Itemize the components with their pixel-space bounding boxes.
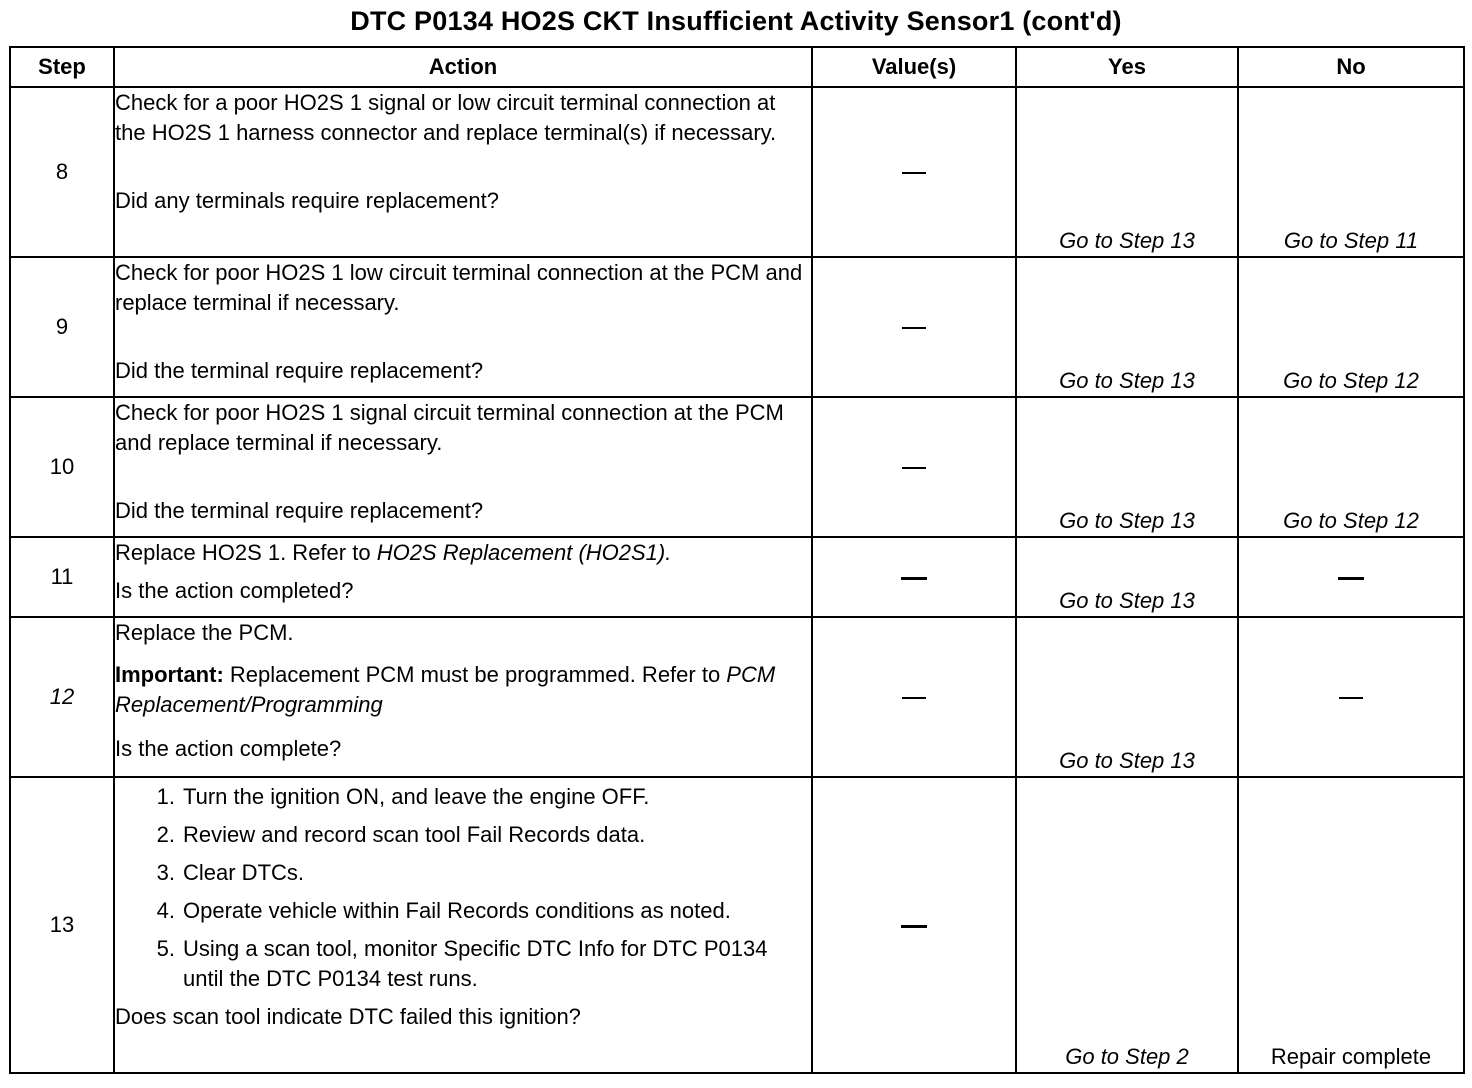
important-text: Replacement PCM must be programmed. Refer to — [223, 662, 727, 687]
action-question: Did the terminal require replacement? — [115, 358, 484, 383]
list-item — [145, 896, 811, 926]
step-number: 8 — [10, 87, 114, 257]
action-text: Check for poor HO2S 1 signal circuit terminal connection at the PCM and replace terminal if necessary. — [115, 400, 784, 455]
list-item — [145, 934, 811, 994]
list-number: 4. — [156, 898, 175, 923]
action-question: Did the terminal require replacement? — [115, 498, 484, 523]
list-text: Clear DTCs. — [183, 860, 305, 885]
action-prefix: Replace HO2S 1. Refer to — [115, 540, 377, 565]
table-row — [10, 87, 1464, 257]
dash-mark — [901, 925, 927, 928]
list-number: 2. — [156, 822, 175, 847]
header-no: No — [1238, 47, 1464, 87]
no-cell: Go to Step 12 — [1238, 257, 1464, 397]
action-cell — [114, 537, 812, 617]
no-cell: Go to Step 12 — [1238, 397, 1464, 537]
value-cell — [812, 617, 1016, 777]
action-cell — [114, 397, 812, 537]
table-row — [10, 777, 1464, 1073]
yes-cell: Go to Step 13 — [1016, 257, 1238, 397]
dash-mark — [902, 327, 926, 329]
table-row — [10, 537, 1464, 617]
action-cell — [114, 87, 812, 257]
step-number: 13 — [10, 777, 114, 1073]
yes-cell: Go to Step 13 — [1016, 617, 1238, 777]
action-text — [115, 538, 811, 568]
list-number: 3. — [156, 860, 175, 885]
table-row — [10, 257, 1464, 397]
procedure-reference: PCM Replacement/Programming — [115, 662, 776, 717]
no-cell: Go to Step 11 — [1238, 87, 1464, 257]
procedure-reference: HO2S Replacement (HO2S1). — [376, 540, 672, 565]
yes-cell: Go to Step 13 — [1016, 87, 1238, 257]
list-text: Using a scan tool, monitor Specific DTC Info for DTC P0134 until the DTC P0134 test runs. — [183, 936, 768, 991]
page-title: DTC P0134 HO2S CKT Insufficient Activity Sensor1 (cont'd) — [350, 6, 1122, 36]
action-text: Check for a poor HO2S 1 signal or low circuit terminal connection at the HO2S 1 harness connector and replace terminal(s) if necessary. — [115, 90, 777, 145]
value-cell — [812, 777, 1016, 1073]
value-cell — [812, 397, 1016, 537]
dash-mark — [902, 467, 926, 469]
yes-cell: Go to Step 2 — [1016, 777, 1238, 1073]
action-question: Did any terminals require replacement? — [115, 188, 499, 213]
step-number: 10 — [10, 397, 114, 537]
list-text: Review and record scan tool Fail Records data. — [183, 822, 646, 847]
important-note — [115, 660, 811, 720]
value-cell — [812, 537, 1016, 617]
header-step: Step — [10, 47, 114, 87]
table-row — [10, 397, 1464, 537]
action-question: Does scan tool indicate DTC failed this ignition? — [115, 1004, 581, 1029]
dash-mark — [902, 697, 926, 699]
action-text: Replace the PCM. — [115, 620, 294, 645]
action-question: Is the action complete? — [115, 736, 342, 761]
list-number: 5. — [156, 936, 175, 961]
list-text: Turn the ignition ON, and leave the engine OFF. — [183, 784, 650, 809]
list-text: Operate vehicle within Fail Records conditions as noted. — [183, 898, 731, 923]
step-number: 12 — [10, 617, 114, 777]
no-cell — [1238, 617, 1464, 777]
table-row — [10, 617, 1464, 777]
no-cell: Repair complete — [1238, 777, 1464, 1073]
header-values: Value(s) — [812, 47, 1016, 87]
yes-cell: Go to Step 13 — [1016, 537, 1238, 617]
important-label: Important: — [115, 662, 224, 687]
step-number: 11 — [10, 537, 114, 617]
diagnostic-table — [9, 46, 1465, 1074]
header-yes: Yes — [1016, 47, 1238, 87]
action-cell — [114, 777, 812, 1073]
action-cell — [114, 617, 812, 777]
header-action: Action — [114, 47, 812, 87]
action-question: Is the action completed? — [115, 578, 354, 603]
list-item — [145, 820, 811, 850]
list-item — [145, 858, 811, 888]
dash-mark — [1338, 577, 1364, 580]
value-cell — [812, 257, 1016, 397]
action-cell — [114, 257, 812, 397]
header-row — [10, 47, 1464, 87]
no-cell — [1238, 537, 1464, 617]
dash-mark — [1339, 697, 1363, 699]
action-text: Check for poor HO2S 1 low circuit terminal connection at the PCM and replace terminal if necessary. — [115, 260, 803, 315]
yes-cell: Go to Step 13 — [1016, 397, 1238, 537]
step-number: 9 — [10, 257, 114, 397]
value-cell — [812, 87, 1016, 257]
list-item — [145, 782, 811, 812]
procedure-list — [145, 782, 811, 994]
dash-mark — [901, 577, 927, 580]
dash-mark — [902, 172, 926, 174]
list-number: 1. — [156, 784, 175, 809]
